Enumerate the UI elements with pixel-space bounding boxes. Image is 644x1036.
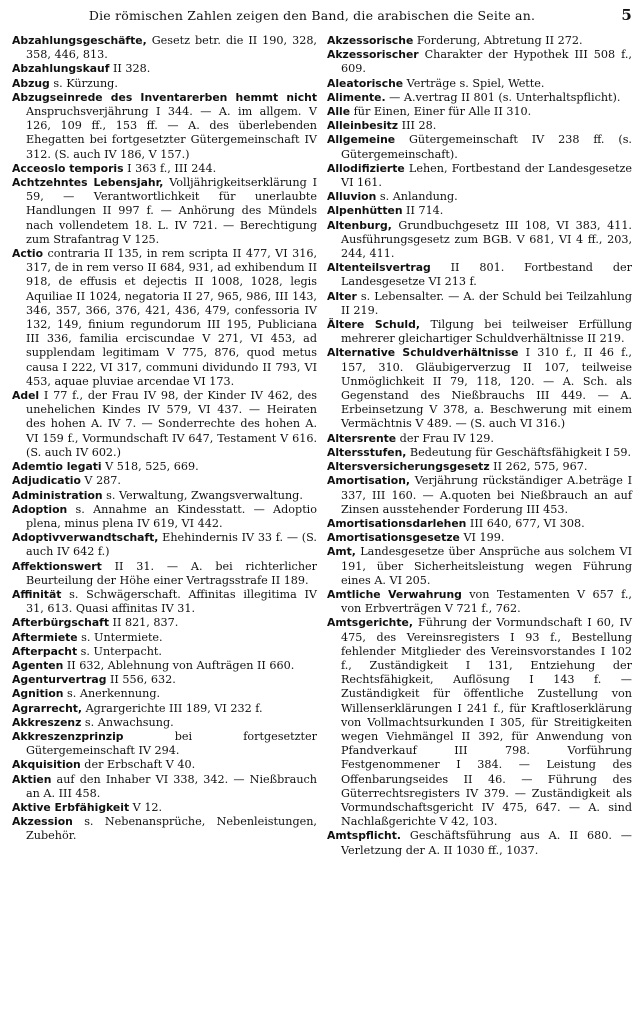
index-entry xyxy=(327,219,632,262)
entry-headword: Agenturvertrag xyxy=(12,673,107,687)
entry-text: Gesetz betr. die II 190, 328, 358, 446, 813. xyxy=(26,34,317,62)
entry-text: V 518, 525, 669. xyxy=(101,460,199,474)
page-number: 5 xyxy=(621,6,632,24)
entry-headword: Altersstufen, xyxy=(327,445,407,459)
index-entry xyxy=(327,133,632,161)
index-entry xyxy=(327,290,632,318)
index-entry xyxy=(327,261,632,289)
index-entry xyxy=(12,460,317,474)
entry-text: Landesgesetze über Ansprüche aus solchem VI 191, über Sicherheitsleistung wegen Führung eines A. VI 205. xyxy=(341,545,632,587)
entry-text: I 77 f., der Frau IV 98, der Kinder IV 462, des unehelichen Kindes IV 579, VI 437. — Heiraten des hohen A. IV 7. — Sonderrechte des hohen A. VI 159 f., Vormundschaft IV 647, Testament V 616. (S. auch IV 602.) xyxy=(26,389,317,459)
index-entry xyxy=(327,829,632,857)
entry-text: s. Kürzung. xyxy=(49,76,118,90)
entry-headword: Altenburg, xyxy=(327,218,392,232)
entry-headword: Abzahlungskauf xyxy=(12,62,110,76)
index-entry xyxy=(327,77,632,91)
entry-headword: Altenteilsvertrag xyxy=(327,261,431,275)
entry-text: III 640, 677, VI 308. xyxy=(466,516,585,530)
entry-text: von Testamenten V 657 f., von Erbverträgen V 721 f., 762. xyxy=(341,587,632,616)
index-entry xyxy=(12,659,317,673)
index-entry xyxy=(12,773,317,801)
index-entry xyxy=(327,460,632,474)
entry-text: s. Anlandung. xyxy=(376,190,458,204)
running-head: Die römischen Zahlen zeigen den Band, die arabischen die Seite an. xyxy=(88,8,536,23)
index-entry xyxy=(327,446,632,460)
entry-headword: Actio xyxy=(12,247,44,261)
entry-headword: Alleinbesitz xyxy=(327,119,399,133)
index-entry xyxy=(327,48,632,76)
entry-text: I 310 f., II 46 f., 157, 310. Gläubigerverzug II 107, teilweise Unmöglichkeit II 79, 118, 120. — A. Sch. als Gegenstand des Nießbrauchs III 449. — A. Erbeinsetzung V 378, a. Beschwerung mit einem Vermächtnis V 489. — (S. auch VI 316.) xyxy=(341,346,632,431)
index-entry xyxy=(12,176,317,247)
index-entry xyxy=(12,389,317,460)
index-entry xyxy=(327,105,632,119)
index-entry xyxy=(12,62,317,76)
entry-headword: Amtsgerichte, xyxy=(327,616,413,630)
entry-headword: Amtliche Verwahrung xyxy=(327,587,462,601)
entry-headword: Abzugseinrede des Inventarerben hemmt nicht xyxy=(12,90,317,104)
left-column xyxy=(12,34,317,858)
index-entry xyxy=(12,531,317,559)
index-entry xyxy=(327,91,632,105)
entry-headword: Ademtio legati xyxy=(12,460,102,474)
entry-text: der Frau IV 129. xyxy=(396,431,494,445)
entry-headword: Ältere Schuld, xyxy=(327,318,420,332)
entry-headword: Alternative Schuldverhältnisse xyxy=(327,346,519,360)
index-entry xyxy=(12,716,317,730)
entry-text: Bedeutung für Geschäftsfähigkeit I 59. xyxy=(406,445,632,459)
entry-text: II 31. — A. bei richterlicher Beurteilung der Höhe einer Vertragsstrafe II 189. xyxy=(26,559,317,587)
entry-headword: Allgemeine xyxy=(327,133,396,147)
entry-headword: Aktive Erbfähigkeit xyxy=(12,800,130,814)
entry-text: Verjährung rückständiger A.beträge I 337, III 160. — A.quoten bei Nießbrauch an auf Zinsen ausstehender Forderung III 453. xyxy=(341,474,632,516)
right-column xyxy=(327,34,632,858)
entry-text: II 328. xyxy=(109,62,151,76)
entry-headword: Adjudicatio xyxy=(12,474,81,488)
entry-text: V 287. xyxy=(80,474,121,488)
entry-text: Agrargerichte III 189, VI 232 f. xyxy=(82,701,263,715)
entry-text: s. Untermiete. xyxy=(77,630,163,644)
index-entry xyxy=(12,730,317,758)
entry-headword: Afterbürgschaft xyxy=(12,616,109,630)
index-entry xyxy=(327,616,632,829)
entry-text: V 12. xyxy=(129,800,163,814)
entry-headword: Akkreszenz xyxy=(12,715,82,729)
entry-headword: Akzessorische xyxy=(327,34,414,47)
entry-text: II 801. Fortbestand der Landesgesetze VI 213 f. xyxy=(341,261,632,289)
entry-text: Volljährigkeitserklärung I 59, — Verantwortlichkeit für unerlaubte Handlungen II 997 f. — Anhörung des Mündels nach vollendetem 18. L. IV 721. — Berechtigung zum Strafantrag V 125. xyxy=(26,176,317,246)
entry-text: s. Nebenansprüche, Nebenleistungen, Zubehör. xyxy=(26,815,317,843)
index-columns xyxy=(12,34,632,858)
entry-headword: Abzug xyxy=(12,76,50,90)
index-entry xyxy=(12,34,317,62)
entry-text: s. Anerkennung. xyxy=(63,687,161,701)
entry-headword: Alter xyxy=(327,289,357,303)
index-entry xyxy=(12,91,317,162)
entry-headword: Akquisition xyxy=(12,758,81,772)
entry-headword: Altersrente xyxy=(327,431,397,445)
index-entry xyxy=(12,616,317,630)
index-entry xyxy=(12,687,317,701)
entry-headword: Alimente. xyxy=(327,90,386,104)
entry-headword: Administration xyxy=(12,488,103,502)
entry-headword: Aleatorische xyxy=(327,76,404,90)
index-entry xyxy=(327,517,632,531)
index-entry xyxy=(327,346,632,431)
index-entry xyxy=(12,489,317,503)
index-entry xyxy=(327,318,632,346)
entry-headword: Alluvion xyxy=(327,190,377,204)
entry-text: auf den Inhaber VI 338, 342. — Nießbrauch an A. III 458. xyxy=(26,772,317,800)
entry-headword: Acceoslo temporis xyxy=(12,161,124,175)
entry-text: Tilgung bei teilweiser Erfüllung mehrerer gleichartiger Schuldverhältnisse II 219. xyxy=(341,318,632,346)
entry-headword: Adel xyxy=(12,389,40,403)
entry-text: Geschäftsführung aus A. II 680. — Verletzung der A. II 1030 ff., 1037. xyxy=(341,829,632,857)
entry-headword: Amortisation, xyxy=(327,474,410,488)
entry-headword: Alpenhütten xyxy=(327,204,403,218)
index-entry xyxy=(12,645,317,659)
index-entry xyxy=(327,474,632,517)
entry-text: der Erbschaft V 40. xyxy=(80,758,196,772)
entry-headword: Aktien xyxy=(12,772,52,786)
entry-text: bei fortgesetzter Gütergemeinschaft IV 294. xyxy=(26,729,317,758)
entry-headword: Aftermiete xyxy=(12,630,78,644)
entry-text: II 262, 575, 967. xyxy=(489,460,588,474)
entry-text: VI 199. xyxy=(459,531,505,545)
index-entry xyxy=(12,801,317,815)
entry-headword: Achtzehntes Lebensjahr, xyxy=(12,176,164,190)
entry-text: s. Anwachsung. xyxy=(81,715,174,729)
entry-headword: Akzessorischer xyxy=(327,48,419,62)
entry-text: Verträge s. Spiel, Wette. xyxy=(403,76,545,90)
entry-text: s. Schwägerschaft. Affinitas illegitima IV 31, 613. Quasi affinitas IV 31. xyxy=(26,587,317,616)
entry-text: s. Verwaltung, Zwangsverwaltung. xyxy=(102,488,303,502)
entry-text: I 363 f., III 244. xyxy=(123,161,217,175)
entry-text: Führung der Vormundschaft I 60, IV 475, des Vereinsregisters I 93 f., Bestellung fehlender Mitglieder des Vereinsvorstandes I 102 f., Zuständigkeit I 131, Entziehung der Rechtsfähigkeit, Auflösung I 143 f. — Zuständigkeit für öffentliche Zustellung von Willenserklärungen I 241 f., für Kraftloserklärung von Vollmachtsurkunden I 305, für Streitigkeiten wegen Viehmängel II 392, für Anwendung von Pfandverkauf III 798. Vorführung Festgenommener I 384. — Leistung des Offenbarungseides II 46. — Führung des Güterrechtsregisters IV 379. — Zuständigkeit als Vormundschaftsgericht IV 475, 647. — A. sind Nachlaßgerichte V 42, 103. xyxy=(341,616,632,829)
entry-text: Anspruchsverjährung I 344. — A. im allgem. V 126, 109 ff., 153 ff. — A. des überlebenden Ehegatten bei fortgesetzter Gütergemeinschaft IV 312. (S. auch IV 186, V 157.) xyxy=(26,105,317,161)
entry-text: II 821, 837. xyxy=(109,616,179,630)
entry-text: s. Annahme an Kindesstatt. — Adoptio plena, minus plena IV 619, VI 442. xyxy=(26,502,317,530)
index-entry xyxy=(12,815,317,843)
entry-headword: Abzahlungsgeschäfte, xyxy=(12,34,147,47)
entry-text: Lehen, Fortbestand der Landesgesetze VI 161. xyxy=(341,161,632,190)
entry-headword: Agenten xyxy=(12,658,64,672)
index-entry xyxy=(327,34,632,48)
entry-headword: Amortisationsgesetze xyxy=(327,531,460,545)
entry-text: II 556, 632. xyxy=(106,673,176,687)
entry-text: für Einen, Einer für Alle II 310. xyxy=(350,105,532,119)
index-entry xyxy=(12,588,317,616)
index-entry xyxy=(12,758,317,772)
index-entry xyxy=(327,190,632,204)
entry-text: — A.vertrag II 801 (s. Unterhaltspflicht). xyxy=(385,90,621,104)
entry-headword: Amtspflicht. xyxy=(327,829,401,843)
entry-headword: Akkreszenzprinzip xyxy=(12,729,124,743)
entry-text: Forderung, Abtretung II 272. xyxy=(413,34,583,47)
index-entry xyxy=(12,162,317,176)
index-entry xyxy=(327,545,632,588)
index-entry xyxy=(12,77,317,91)
index-entry xyxy=(12,503,317,531)
index-entry xyxy=(327,119,632,133)
entry-text: s. Lebensalter. — A. der Schuld bei Teilzahlung II 219. xyxy=(341,289,632,317)
entry-headword: Afterpacht xyxy=(12,644,78,658)
index-entry xyxy=(327,531,632,545)
entry-headword: Amt, xyxy=(327,545,356,559)
index-entry xyxy=(327,588,632,616)
entry-headword: Akzession xyxy=(12,815,73,829)
entry-headword: Agnition xyxy=(12,687,64,701)
index-entry xyxy=(12,474,317,488)
index-entry xyxy=(327,432,632,446)
entry-headword: Altersversicherungsgesetz xyxy=(327,460,490,474)
entry-headword: Adoption xyxy=(12,502,68,516)
index-entry xyxy=(12,631,317,645)
entry-headword: Agrarrecht, xyxy=(12,701,83,715)
entry-headword: Adoptivverwandtschaft, xyxy=(12,531,159,545)
entry-text: Gütergemeinschaft IV 238 ff. (s. Gütergemeinschaft). xyxy=(341,133,632,161)
entry-text: contraria II 135, in rem scripta II 477, VI 316, 317, de in rem verso II 684, 931, ad exhibendum II 918, de effusis et dejectis II 1008, 1028, legis Aquiliae II 1024, negatoria II 27, 965, 986, III 143, 346, 357, 366, 376, 421, 436, 479, confessoria IV 132, 149, finium regundorum III 195, Publiciana III 336, familia erciscundae V 271, VI 453, ad supplendam legitimam V 775, 876, quod metus causa I 222, VI 317, communi dividundo II 793, VI 453, aquae pluviae arcendae VI 173. xyxy=(26,247,317,388)
entry-text: II 714. xyxy=(402,204,444,218)
page-header xyxy=(12,6,632,28)
index-entry xyxy=(327,204,632,218)
entry-headword: Alle xyxy=(327,105,351,119)
index-entry xyxy=(12,702,317,716)
entry-headword: Affinität xyxy=(12,587,62,601)
entry-text: Ehehindernis IV 33 f. — (S. auch IV 642 f.) xyxy=(26,531,317,559)
entry-text: Charakter der Hypothek III 508 f., 609. xyxy=(341,48,632,76)
entry-text: s. Unterpacht. xyxy=(77,644,162,658)
index-entry xyxy=(12,673,317,687)
entry-headword: Amortisationsdarlehen xyxy=(327,516,467,530)
index-entry xyxy=(12,560,317,588)
entry-text: II 632, Ablehnung von Aufträgen II 660. xyxy=(63,658,295,672)
index-entry xyxy=(12,247,317,389)
entry-text: Grundbuchgesetz III 108, VI 383, 411. Ausführungsgesetz zum BGB. V 681, VI 4 ff., 203, 244, 411. xyxy=(341,218,632,261)
entry-headword: Allodifizierte xyxy=(327,161,405,175)
index-entry xyxy=(327,162,632,190)
entry-text: III 28. xyxy=(398,119,437,133)
entry-headword: Affektionswert xyxy=(12,559,102,573)
